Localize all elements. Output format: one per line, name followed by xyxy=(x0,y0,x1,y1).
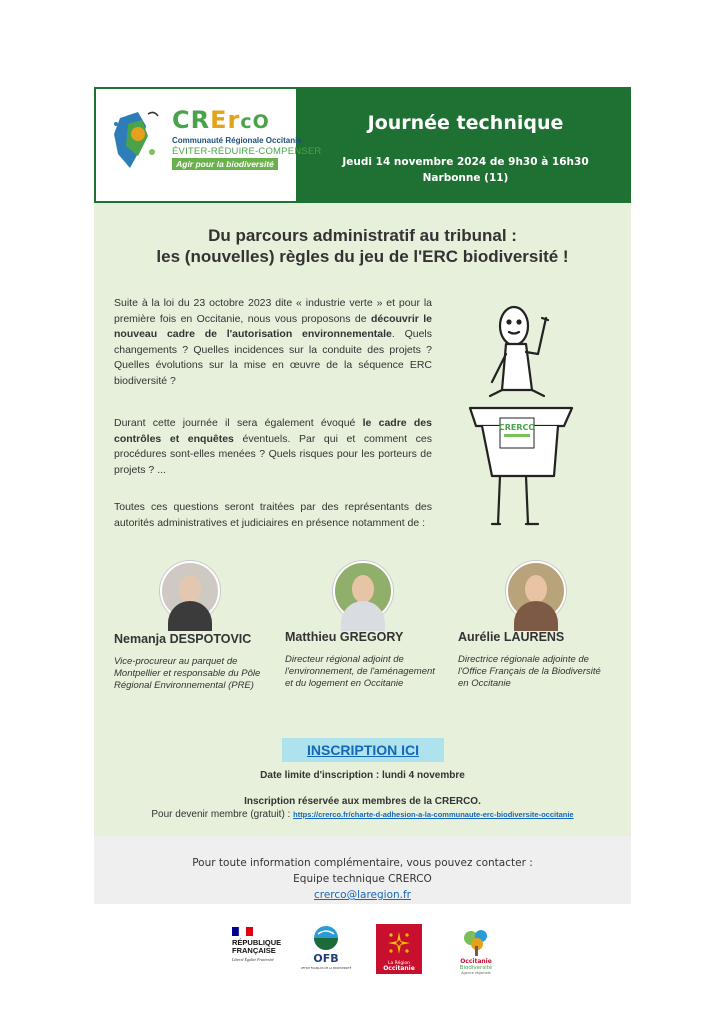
speaker-photo-laurens xyxy=(506,561,566,621)
registration-deadline: Date limite d'inscription : lundi 4 novembre xyxy=(260,770,465,781)
registration-button[interactable]: INSCRIPTION ICI xyxy=(282,738,444,762)
contact-team: Equipe technique CRERCO xyxy=(293,873,432,885)
occitanie-name: Occitanie xyxy=(383,965,415,972)
main-title-line-2: les (nouvelles) règles du jeu de l'ERC biodiversité ! xyxy=(156,247,569,266)
contact-email-line xyxy=(94,889,631,901)
membership-link[interactable]: https://crerco.fr/charte-d-adhesion-a-la-communaute-erc-biodiversite-occitanie xyxy=(293,810,574,819)
membership-label: Pour devenir membre (gratuit) : xyxy=(151,809,294,820)
event-place: Narbonne (11) xyxy=(422,172,509,184)
rf-line-2: FRANÇAISE xyxy=(232,946,276,955)
speaker-at-lectern-illustration xyxy=(462,302,590,528)
speaker-role: Directeur régional adjoint de l'environnement, de l'aménagement et du logement en Occitanie xyxy=(285,654,435,689)
region-occitanie-logo xyxy=(376,924,422,974)
republique-francaise-logo xyxy=(230,925,286,975)
speaker-photo-despotovic xyxy=(160,561,220,621)
intro-paragraph: Suite à la loi du 23 octobre 2023 dite « industrie verte » et pour la première fois en Occitanie, nous vous proposons de découvrir le nouveau cadre de l'autorisation environnementale. Quels changements ? Quelles incidences sur la conduite des projets ? Quelles évolutions sur la mise en œuvre de la séquence ERC biodiversité ? xyxy=(114,297,433,387)
crerco-emblem-icon xyxy=(108,106,162,176)
registration-members-only: Inscription réservée aux membres de la CRERCO. xyxy=(244,796,481,807)
logo-tagline: Agir pour la biodiversité xyxy=(172,158,278,170)
speaker-photo-gregory xyxy=(333,561,393,621)
speaker-role: Vice-procureur au parquet de Montpellier et responsable du Pôle Régional Environnemental (PRE) xyxy=(114,656,261,691)
speaker-name: Nemanja DESPOTOVIC xyxy=(114,632,252,646)
controls-paragraph: Durant cette journée il sera également évoqué le cadre des contrôles et enquêtes éventuels. Par qui et comment ces procédures sont-elles menées ? Quels risques pour les porteurs de projets ? ... xyxy=(114,417,433,476)
obio-line-2: Biodiversité xyxy=(459,965,493,971)
occitanie-region-label: La Région xyxy=(387,961,411,966)
contact-intro: Pour toute information complémentaire, vous pouvez contacter : xyxy=(192,857,533,869)
occitanie-biodiversite-logo xyxy=(455,926,497,976)
logo-erc-line: ÉVITER-RÉDUIRE-COMPENSER xyxy=(172,146,322,157)
main-title xyxy=(94,225,631,267)
logo-community-line: Communauté Régionale Occitanie xyxy=(172,136,302,145)
ofb-name: OFB xyxy=(313,952,339,965)
event-title: Journée technique xyxy=(367,112,564,134)
obio-line-1: Occitanie xyxy=(460,958,492,965)
membership-line xyxy=(94,809,631,820)
rf-line-1: RÉPUBLIQUE xyxy=(232,938,282,947)
speaker-name: Aurélie LAURENS xyxy=(458,630,565,644)
contact-email-link[interactable]: crerco@laregion.fr xyxy=(313,889,411,901)
ofb-subtitle: OFFICE FRANÇAIS DE LA BIODIVERSITÉ xyxy=(300,967,352,970)
svg-text:CRERCO: CRERCO xyxy=(498,423,536,432)
speaker-name: Matthieu GREGORY xyxy=(285,630,404,644)
ofb-logo xyxy=(300,924,352,976)
obio-line-3: Agence régionale xyxy=(461,971,491,975)
rf-motto: Liberté Égalité Fraternité xyxy=(232,957,274,962)
crerco-logo-name: CRErcO xyxy=(172,106,270,134)
speakers-intro-paragraph: Toutes ces questions seront traitées par des représentants des autorités administratives et judiciaires en présence notamment de : xyxy=(114,501,432,529)
event-date: Jeudi 14 novembre 2024 de 9h30 à 16h30 xyxy=(342,156,589,168)
speaker-role: Directrice régionale adjointe de l'Office Français de la Biodiversité en Occitanie xyxy=(458,654,601,689)
main-title-line-1: Du parcours administratif au tribunal : xyxy=(208,226,517,245)
